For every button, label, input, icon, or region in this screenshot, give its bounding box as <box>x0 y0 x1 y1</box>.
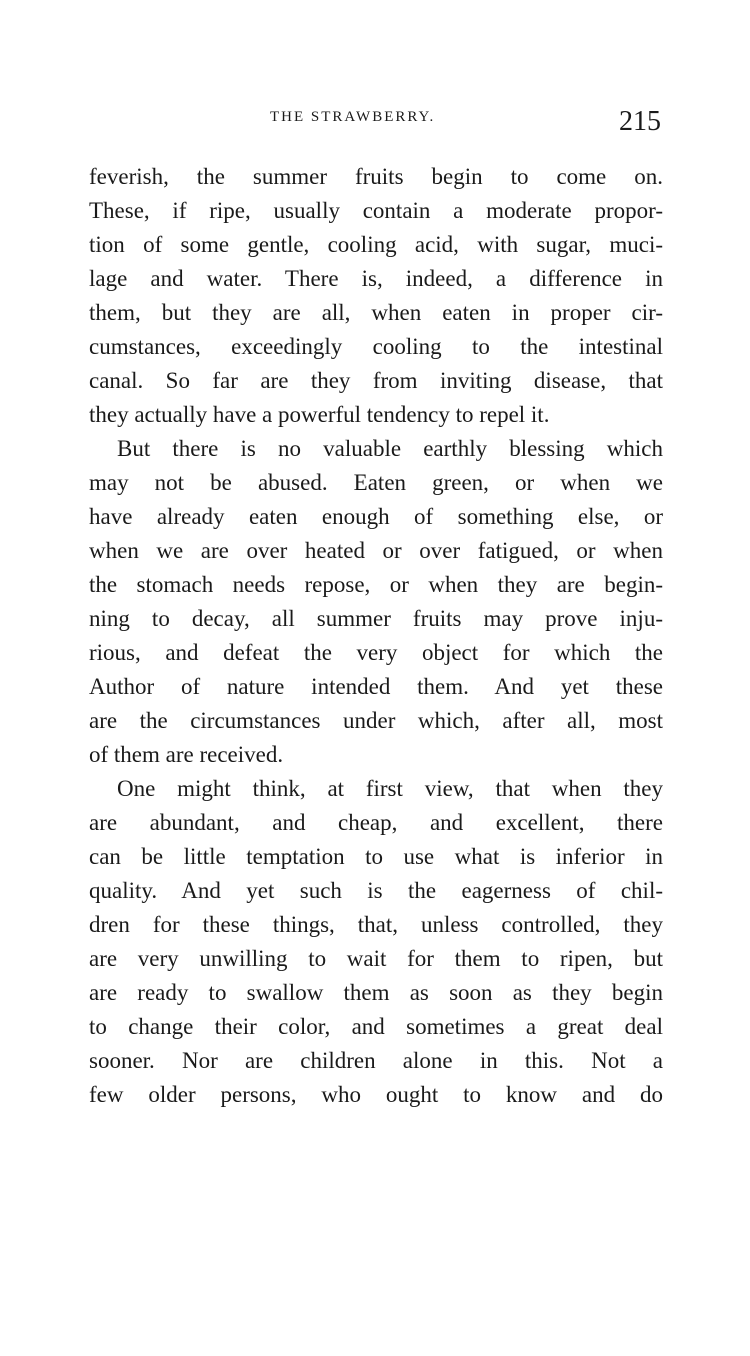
text-line: lage and water. There is, indeed, a difference in <box>89 266 663 291</box>
text-line: are very unwilling to wait for them to ripen, but <box>89 946 663 971</box>
text-line: to change their color, and sometimes a great deal <box>89 1014 663 1039</box>
text-line: may not be abused. Eaten green, or when we <box>89 470 663 495</box>
running-head: THE STRAWBERRY. <box>270 109 436 125</box>
text-line: are abundant, and cheap, and excellent, there <box>89 810 663 835</box>
page-number: 215 <box>619 106 661 137</box>
text-line: they actually have a powerful tendency to repel it. <box>89 402 550 427</box>
text-line: them, but they are all, when eaten in proper cir- <box>89 300 663 325</box>
text-line: canal. So far are they from inviting disease, that <box>89 368 663 393</box>
text-line: dren for these things, that, unless controlled, they <box>89 912 663 937</box>
text-line: tion of some gentle, cooling acid, with sugar, muci- <box>89 232 663 257</box>
text-line: are the circumstances under which, after all, most <box>89 708 663 733</box>
text-line: feverish, the summer fruits begin to come on. <box>89 164 663 189</box>
text-line: One might think, at first view, that when they <box>117 776 663 801</box>
text-line: few older persons, who ought to know and do <box>89 1082 663 1107</box>
text-line: when we are over heated or over fatigued, or when <box>89 538 663 563</box>
text-line: But there is no valuable earthly blessing which <box>117 436 663 461</box>
text-line: rious, and defeat the very object for which the <box>89 640 663 665</box>
text-line: quality. And yet such is the eagerness of chil- <box>89 878 663 903</box>
text-line: are ready to swallow them as soon as they begin <box>89 980 663 1005</box>
text-line: Author of nature intended them. And yet these <box>89 674 663 699</box>
text-line: cumstances, exceedingly cooling to the intestinal <box>89 334 663 359</box>
text-line: of them are received. <box>89 742 284 767</box>
body-text <box>89 160 663 1112</box>
text-line: ning to decay, all summer fruits may prove inju- <box>89 606 663 631</box>
text-line: can be little temptation to use what is inferior in <box>89 844 663 869</box>
text-line: sooner. Nor are children alone in this. Not a <box>89 1048 663 1073</box>
text-line: These, if ripe, usually contain a moderate propor- <box>89 198 663 223</box>
text-line: the stomach needs repose, or when they are begin- <box>89 572 663 597</box>
text-line: have already eaten enough of something else, or <box>89 504 663 529</box>
